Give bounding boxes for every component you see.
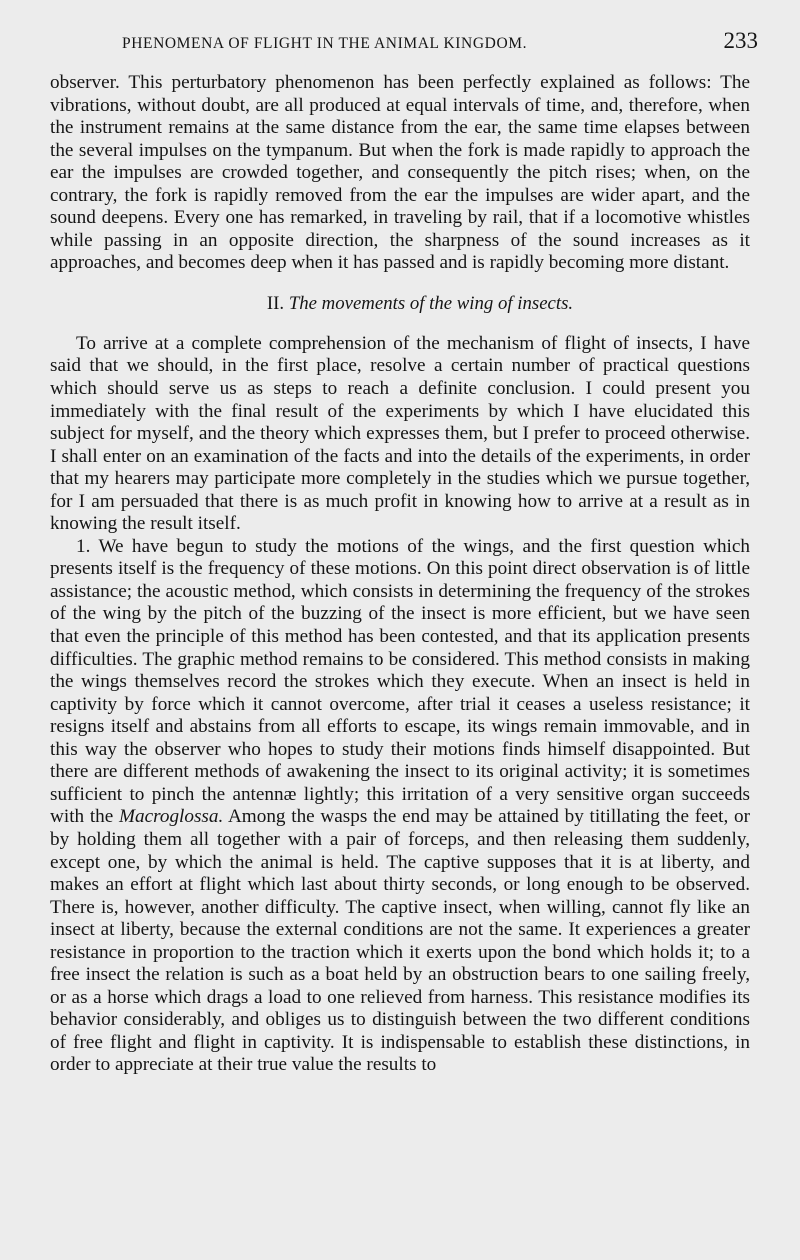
paragraph-3-part-2: Among the wasps the end may be attained by titillating the feet, or by holding them all together with a pair of forceps, and then releasing them suddenly, except one, by which the animal is held. The captive supposes that it is at liberty, and makes an effort at flight which last about thirty seconds, or long enough to be observed. There is, however, another difficulty. The captive insect, when willing, cannot fly like an insect at liberty, because the external conditions are not the same. It experiences a greater resistance in proportion to the traction which it exerts upon the bond which holds it; to a free insect the relation is such as a boat held by an obstruction bears to one sailing freely, or as a horse which drags a load to one relieved from harness. This resistance modifies its behavior considerably, and obliges us to distinguish between the two different conditions of free flight and flight in captivity. It is indispensable to establish these distinctions, in order to appreciate at their true value the results to (50, 806, 750, 1076)
running-head (48, 28, 758, 58)
running-title: PHENOMENA OF FLIGHT IN THE ANIMAL KINGDOM. (122, 35, 528, 52)
body-text (50, 72, 750, 1077)
paragraph-1: observer. This perturbatory phenomenon has been perfectly explained as follows: The vibrations, without doubt, are all produced at equal intervals of time, and, therefore, when the instrument remains at the same distance from the ear, the same time elapses between the several impulses on the tympanum. But when the fork is made rapidly to approach the ear the impulses are crowded together, and consequently the pitch rises; when, on the contrary, the fork is rapidly removed from the ear the impulses are wider apart, and the sound deepens. Every one has remarked, in traveling by rail, that if a locomotive whistles while passing in an opposite direction, the sharpness of the sound increases as it approaches, and becomes deep when it has passed and is rapidly becoming more distant. (50, 72, 750, 274)
paragraph-3 (50, 536, 750, 1077)
paragraph-3-part-1: 1. We have begun to study the motions of the wings, and the first question which presents itself is the frequency of these motions. On this point direct observation is of little assistance; the acoustic method, which consists in determining the frequency of the strokes of the wing by the pitch of the buzzing of the insect is more efficient, but we have seen that even the principle of this method has been contested, and that its application presents difficulties. The graphic method remains to be considered. This method consists in making the wings themselves record the strokes which they execute. When an insect is held in captivity by force which it cannot overcome, after trial it ceases a useless resistance; it resigns itself and abstains from all efforts to escape, its wings remain immovable, and in this way the observer who hopes to study their motions finds himself disappointed. But there are different methods of awakening the insect to its original activity; it is sometimes sufficient to pinch the antennæ lightly; this irritation of a very sensitive organ succeeds with the (50, 535, 750, 828)
paragraph-2: To arrive at a complete comprehension of the mechanism of flight of insects, I have said that we should, in the first place, resolve a certain number of practical questions which should serve us as steps to reach a definite conclusion. I could present you immediately with the final result of the experiments by which I have elucidated this subject for myself, and the theory which expresses them, but I prefer to proceed otherwise. I shall enter on an examination of the facts and into the details of the experiments, in order that my hearers may participate more completely in the studies which we pursue together, for I am persuaded that there is as much profit in knowing how to arrive at a result as in knowing the result itself. (50, 332, 750, 535)
paragraph-3-italic-term: Macroglossa. (119, 806, 224, 828)
page-number: 233 (723, 28, 758, 53)
section-title: The movements of the wing of insects. (288, 292, 574, 314)
section-heading (50, 293, 750, 315)
section-number: II. (266, 292, 285, 314)
